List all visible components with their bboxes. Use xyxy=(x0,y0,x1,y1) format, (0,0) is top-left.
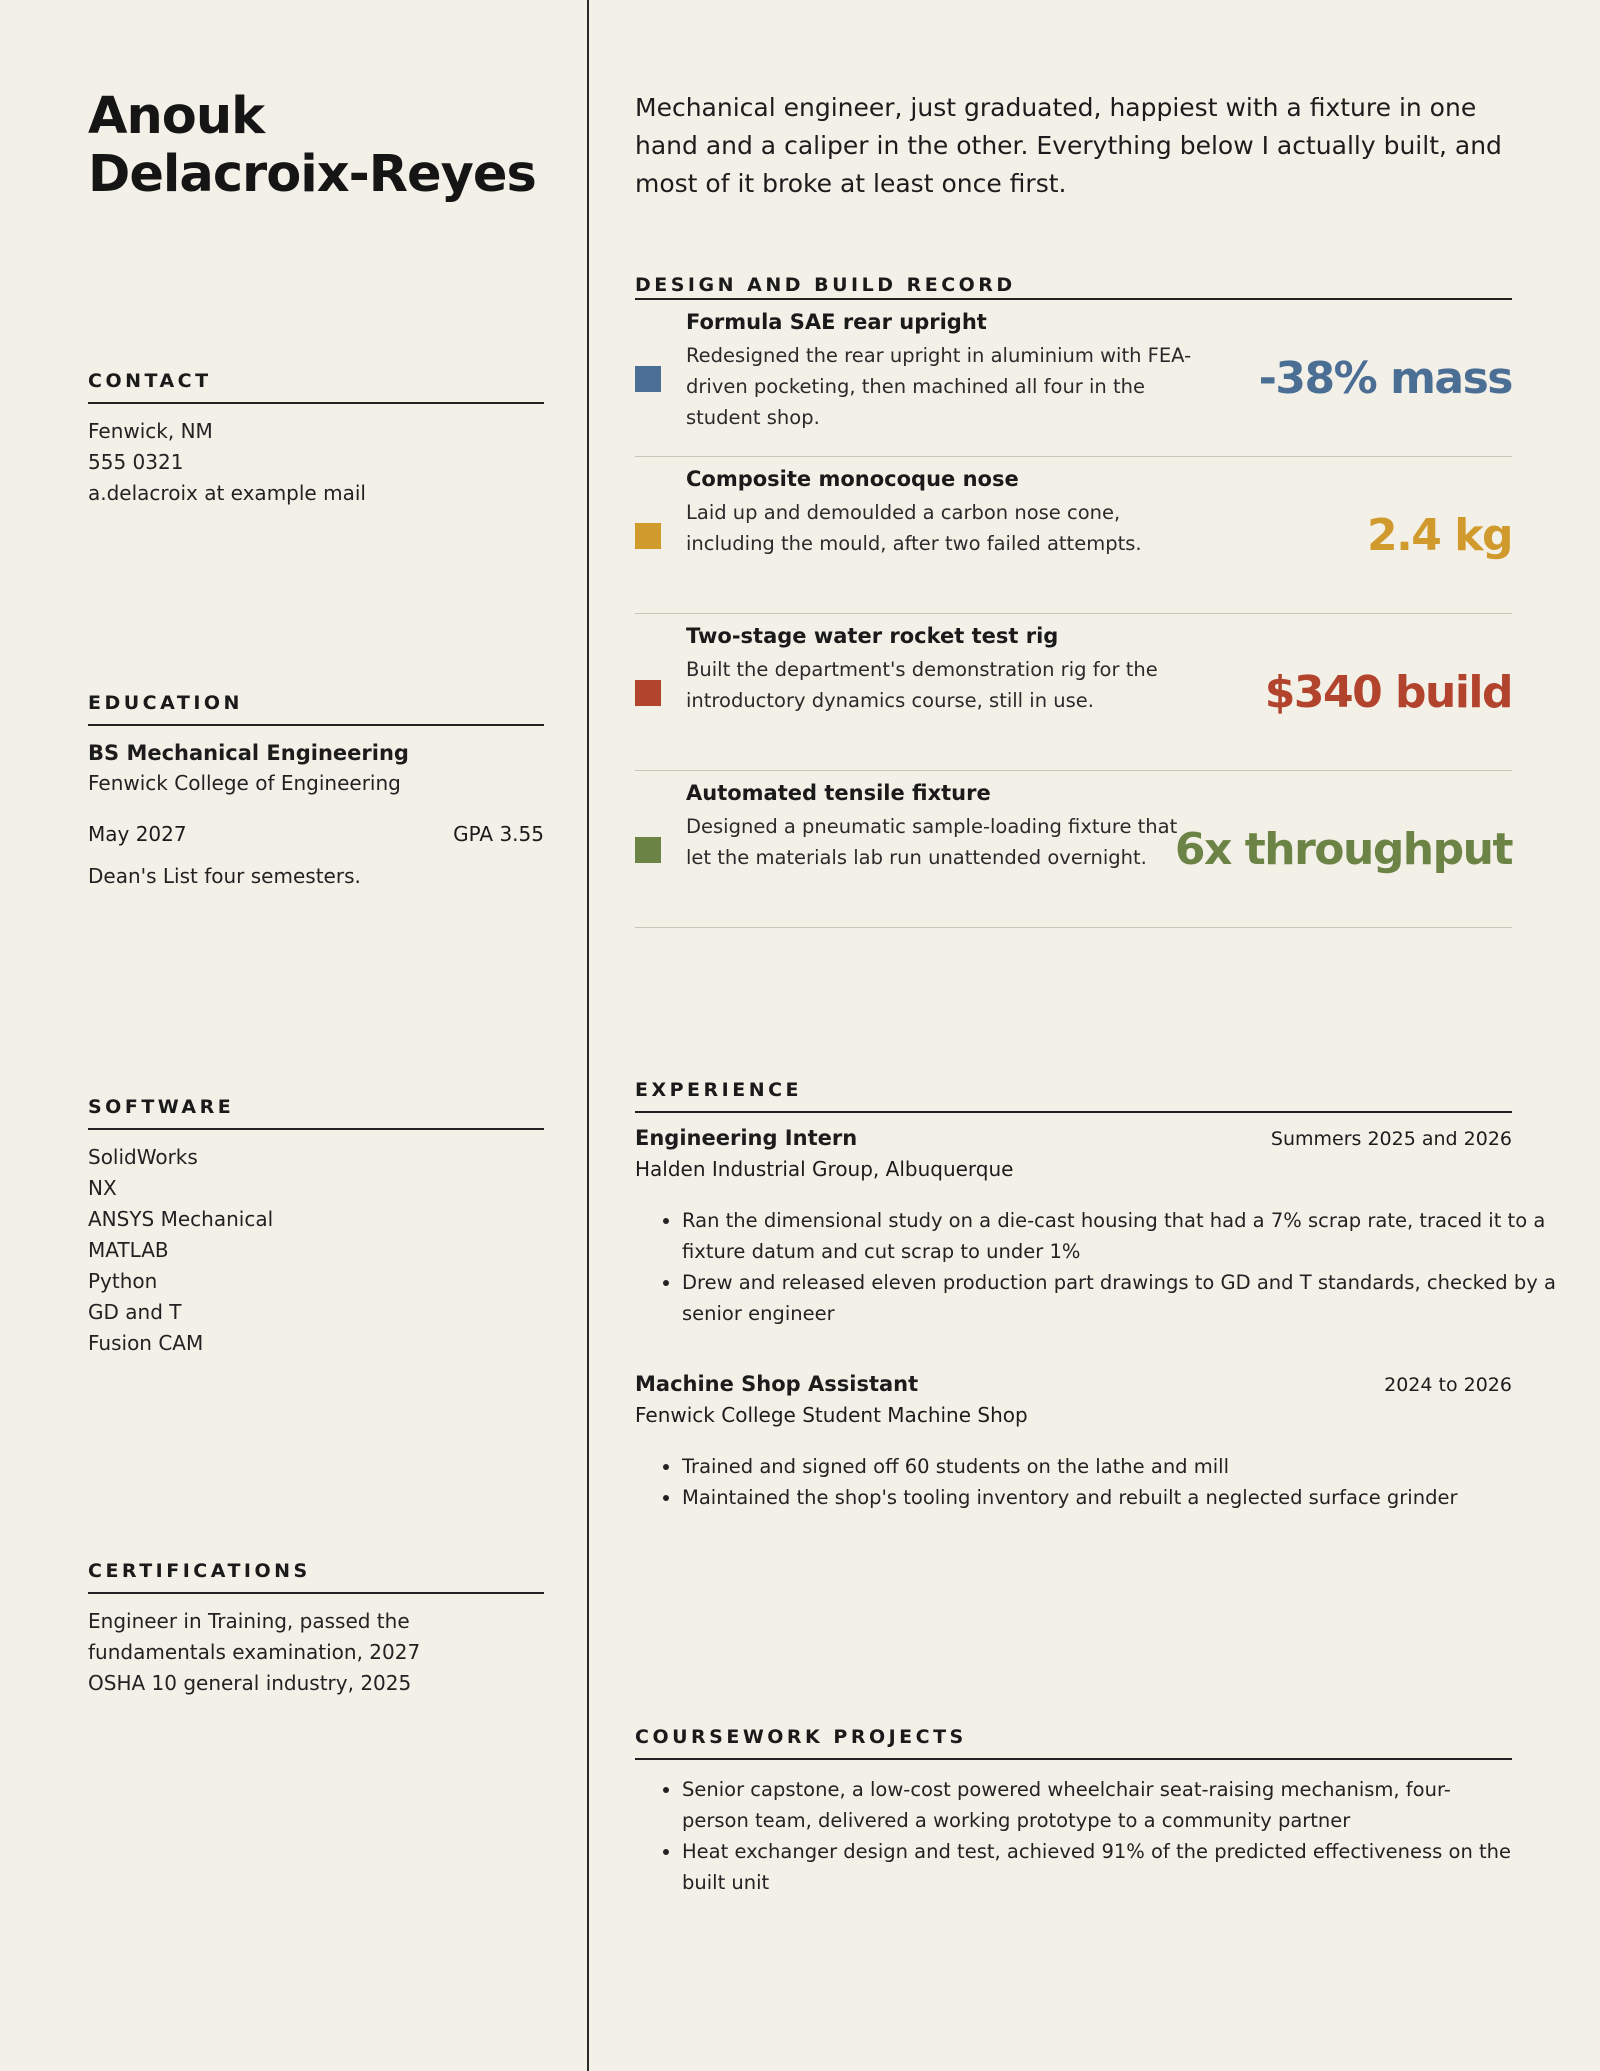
experience-section xyxy=(635,1079,1556,1513)
record-metric: -38% mass xyxy=(1258,352,1512,404)
record-heading: DESIGN AND BUILD RECORD xyxy=(635,274,1512,300)
job-bullet: • Maintained the shop's tooling inventory and rebuilt a neglected surface grinder xyxy=(682,1482,1512,1513)
record-list xyxy=(635,300,1512,928)
software-item: GD and T xyxy=(88,1300,182,1324)
education-school: Fenwick College of Engineering xyxy=(88,771,401,795)
job-entry xyxy=(635,1123,1556,1329)
record-metric: 2.4 kg xyxy=(1366,509,1512,561)
coursework-item: • Senior capstone, a low-cost powered wheelchair seat-raising mechanism, four-person team, delivered a working prototype to a community partner xyxy=(682,1774,1512,1836)
job-entry xyxy=(635,1369,1512,1513)
certifications-section xyxy=(88,1560,544,1699)
coursework-list xyxy=(635,1774,1512,1898)
record-item xyxy=(635,457,1512,614)
job-title: Engineering Intern xyxy=(635,1126,858,1150)
software-item: Fusion CAM xyxy=(88,1331,204,1355)
experience-heading: EXPERIENCE xyxy=(635,1079,1512,1113)
record-item xyxy=(635,771,1512,928)
job-bullet: • Ran the dimensional study on a die-cast housing that had a 7% scrap rate, traced it to a fixture datum and cut scrap to under 1% xyxy=(682,1205,1582,1267)
record-description: Redesigned the rear upright in aluminium with FEA-driven pocketing, then machined all four in the student shop. xyxy=(686,344,1192,429)
job-dates: Summers 2025 and 2026 xyxy=(1270,1128,1512,1150)
software-item: MATLAB xyxy=(88,1238,169,1262)
record-item xyxy=(635,614,1512,771)
color-square-icon xyxy=(635,680,661,706)
coursework-section xyxy=(635,1726,1512,1898)
record-title: Two-stage water rocket test rig xyxy=(686,624,1059,648)
contact-section xyxy=(88,370,544,509)
software-item: ANSYS Mechanical xyxy=(88,1207,274,1231)
education-heading: EDUCATION xyxy=(88,692,544,726)
certification-item: OSHA 10 general industry, 2025 xyxy=(88,1671,412,1695)
column-divider xyxy=(587,0,589,2071)
record-title: Automated tensile fixture xyxy=(686,781,991,805)
contact-heading: CONTACT xyxy=(88,370,544,404)
color-square-icon xyxy=(635,523,661,549)
record-title: Composite monocoque nose xyxy=(686,467,1019,491)
job-title: Machine Shop Assistant xyxy=(635,1372,919,1396)
record-description: Built the department's demonstration rig for the introductory dynamics course, still in use. xyxy=(686,658,1158,712)
record-description: Designed a pneumatic sample-loading fixture that let the materials lab run unattended overnight. xyxy=(686,815,1178,869)
record-section xyxy=(635,274,1512,928)
job-dates: 2024 to 2026 xyxy=(1384,1374,1512,1396)
last-name: Delacroix-Reyes xyxy=(88,145,536,204)
education-section xyxy=(88,692,544,892)
intro-summary: Mechanical engineer, just graduated, happiest with a fixture in one hand and a caliper in the other. Everything below I actually built, and most of it broke at least once first. xyxy=(635,93,1502,198)
job-bullets xyxy=(635,1205,1582,1329)
record-item xyxy=(635,300,1512,457)
record-metric: $340 build xyxy=(1264,666,1512,718)
record-title: Formula SAE rear upright xyxy=(686,310,987,334)
first-name: Anouk xyxy=(88,87,265,146)
contact-location: Fenwick, NM xyxy=(88,419,213,443)
software-item: Python xyxy=(88,1269,158,1293)
contact-email: a.delacroix at example mail xyxy=(88,481,366,505)
color-square-icon xyxy=(635,366,661,392)
software-item: NX xyxy=(88,1176,117,1200)
job-bullet: • Trained and signed off 60 students on the lathe and mill xyxy=(682,1451,1512,1482)
software-heading: SOFTWARE xyxy=(88,1096,544,1130)
education-gpa: GPA 3.55 xyxy=(453,822,544,846)
job-org: Halden Industrial Group, Albuquerque xyxy=(635,1157,1014,1181)
certifications-heading: CERTIFICATIONS xyxy=(88,1560,544,1594)
software-list xyxy=(88,1142,544,1359)
job-bullet: • Drew and released eleven production part drawings to GD and T standards, checked by a senior engineer xyxy=(682,1267,1582,1329)
record-description: Laid up and demoulded a carbon nose cone, including the mould, after two failed attempts. xyxy=(686,501,1142,555)
certification-item: Engineer in Training, passed the fundamentals examination, 2027 xyxy=(88,1609,421,1664)
education-note: Dean's List four semesters. xyxy=(88,864,361,888)
education-date-row xyxy=(88,819,544,849)
contact-phone: 555 0321 xyxy=(88,450,184,474)
job-bullets xyxy=(635,1451,1512,1513)
coursework-item: • Heat exchanger design and test, achieved 91% of the predicted effectiveness on the built unit xyxy=(682,1836,1512,1898)
color-square-icon xyxy=(635,837,661,863)
education-date: May 2027 xyxy=(88,822,187,846)
software-item: SolidWorks xyxy=(88,1145,198,1169)
job-org: Fenwick College Student Machine Shop xyxy=(635,1403,1028,1427)
software-section xyxy=(88,1096,544,1359)
record-metric: 6x throughput xyxy=(1174,823,1512,875)
candidate-name xyxy=(88,88,536,204)
coursework-heading: COURSEWORK PROJECTS xyxy=(635,1726,1512,1760)
education-degree: BS Mechanical Engineering xyxy=(88,741,409,765)
